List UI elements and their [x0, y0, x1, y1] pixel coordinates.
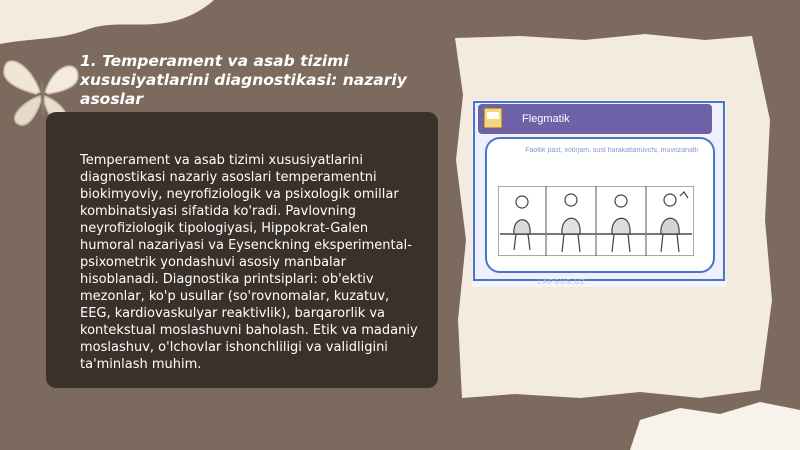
embedded-slide-image — [472, 100, 726, 287]
slide-subtitle: Faollik past, xotirjam, sust harakatlanuvchi, muvozanatli — [525, 147, 698, 154]
slide-footer: LAPSUS.UZ — [538, 279, 586, 286]
comic-illustration — [498, 186, 694, 256]
slide-title: 1. Temperament va asab tizimi xususiyatlarini diagnostikasi: nazariy asoslar — [80, 52, 407, 108]
slide-heading: Flegmatik — [522, 113, 570, 125]
bottom-right-paper-scrap — [630, 402, 800, 450]
left-paper-scrap — [0, 0, 214, 44]
body-paragraph: Temperament va asab tizimi xususiyatlarini diagnostikasi nazariy asoslari temperamentni biokimyoviy, neyrofiziologik va psixologik omillar kombinatsiyasi sifatida ko'radi. Pavlovning neyrofiziologik tipologiyasi, Hippokrat-Galen humoral nazariyasi va Eysenckning eksperimental-psixometrik yondashuvi asosiy manbalar hisoblanadi. Diagnostika printsiplari: ob'ektiv mezonlar, ko'p usullar (so'rovnomalar, kuzatuv, EEG, kardiovaskulyar reaktivlik), barqarorlik va kontekstual moslashuvni baholash. Etik va madaniy moslashuv, o'lchovlar ishonchliligi va validligini ta'minlash muhim. — [80, 153, 418, 372]
